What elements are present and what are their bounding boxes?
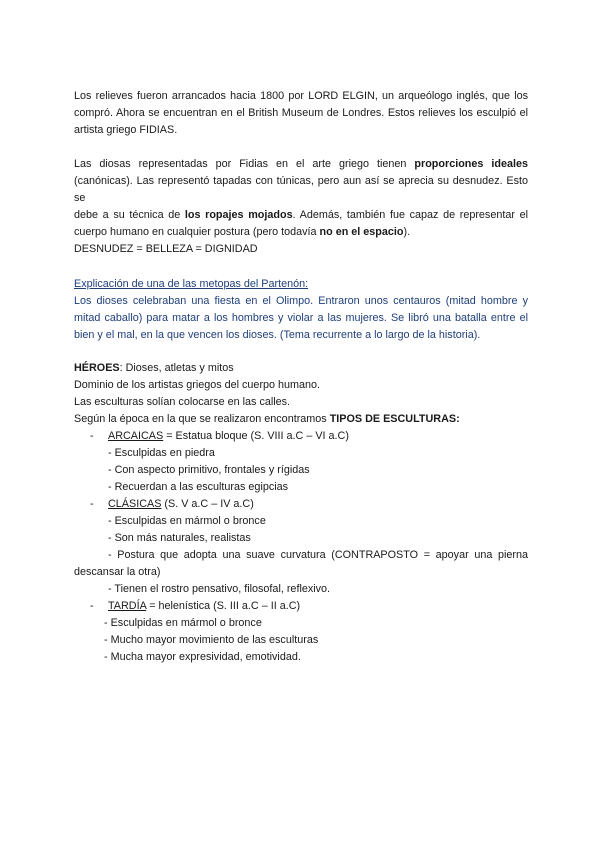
text-span: Las diosas representadas por Fidias en el arte griego tienen (74, 158, 415, 170)
text-span: = helenística (S. III a.C – II a.C) (146, 600, 301, 612)
list-item: - Postura que adopta una suave curvatura (CONTRAPOSTO = apoyar una pierna (108, 549, 528, 561)
list-heading-clasicas (74, 496, 528, 513)
text-span: ). (403, 226, 411, 238)
list-item: - Esculpidas en mármol o bronce (108, 515, 266, 527)
tardia-name: TARDÍA (108, 600, 147, 612)
list-heading-arcaicas (74, 428, 528, 445)
text-line (74, 224, 528, 241)
text-line (74, 207, 528, 224)
bold-text: proporciones ideales (414, 158, 528, 170)
text-span: Según la época en la que se realizaron encontramos (74, 413, 330, 425)
list-item: - Son más naturales, realistas (108, 532, 251, 544)
bold-text: TIPOS DE ESCULTURAS: (329, 413, 460, 425)
list-dash: - (90, 498, 94, 510)
text-span: cuerpo humano en cualquier postura (pero todavía (74, 226, 320, 238)
text-line: Los dioses celebraban una fiesta en el Olimpo. Entraron unos centauros (mitad hombre y (74, 295, 528, 307)
list-heading-tardia (74, 598, 528, 615)
list-dash: - (90, 600, 94, 612)
list-item: - Esculpidas en mármol o bronce (104, 617, 262, 629)
equation-line: DESNUDEZ = BELLEZA = DIGNIDAD (74, 243, 258, 255)
heroes-section (74, 360, 528, 666)
text-span: debe a su técnica de (74, 209, 185, 221)
list-item: - Mucho mayor movimiento de las esculturas (104, 634, 319, 646)
list-dash: - (90, 430, 94, 442)
text-span: : Dioses, atletas y mitos (119, 362, 234, 374)
list-item: - Esculpidas en piedra (108, 447, 215, 459)
text-line: mitad caballo) para matar a los hombres y violar a las mujeres. Se libró una batalla entre el (74, 312, 528, 324)
arcaicas-name: ARCAICAS (108, 430, 164, 442)
list-item: - Con aspecto primitivo, frontales y rígidas (108, 464, 310, 476)
list-item: - Tienen el rostro pensativo, filosofal, reflexivo. (108, 583, 331, 595)
bold-text: los ropajes mojados (184, 209, 293, 221)
list-item: - Recuerdan a las esculturas egipcias (108, 481, 289, 493)
paragraph-diosas (74, 156, 528, 241)
text-line: descansar la otra) (74, 566, 161, 578)
text-span: (S. V a.C – IV a.C) (161, 498, 254, 510)
clasicas-name: CLÁSICAS (108, 498, 162, 510)
heroes-label: HÉROES (74, 362, 120, 374)
paragraph-elgin (74, 88, 528, 139)
text-span: = Estatua bloque (S. VIII a.C – VI a.C) (163, 430, 349, 442)
text-line: (canónicas). Las representó tapadas con túnicas, pero aun así se aprecia su desnudez. Esto se (74, 175, 528, 204)
text-span: . Además, también fue capaz de representar el (292, 209, 528, 221)
text-line: Dominio de los artistas griegos del cuerpo humano. (74, 379, 321, 391)
paragraph-metopa (74, 276, 528, 344)
text-line: bien y el mal, en la que vencen los dioses. (Tema recurrente a lo largo de la historia). (74, 329, 481, 341)
text-line (74, 156, 528, 173)
text-line: Los relieves fueron arrancados hacia 1800 por LORD ELGIN, un arqueólogo inglés, que los (74, 90, 528, 102)
text-line (74, 411, 528, 428)
metopa-heading: Explicación de una de las metopas del Partenón: (74, 278, 309, 290)
bold-text: no en el espacio (319, 226, 404, 238)
text-line: compró. Ahora se encuentran en el British Museum de Londres. Estos relieves los esculpió el (74, 107, 528, 119)
list-item: - Mucha mayor expresividad, emotividad. (104, 651, 301, 663)
text-line: Las esculturas solían colocarse en las calles. (74, 396, 291, 408)
text-line: artista griego FIDIAS. (74, 124, 178, 136)
text-line (74, 360, 528, 377)
